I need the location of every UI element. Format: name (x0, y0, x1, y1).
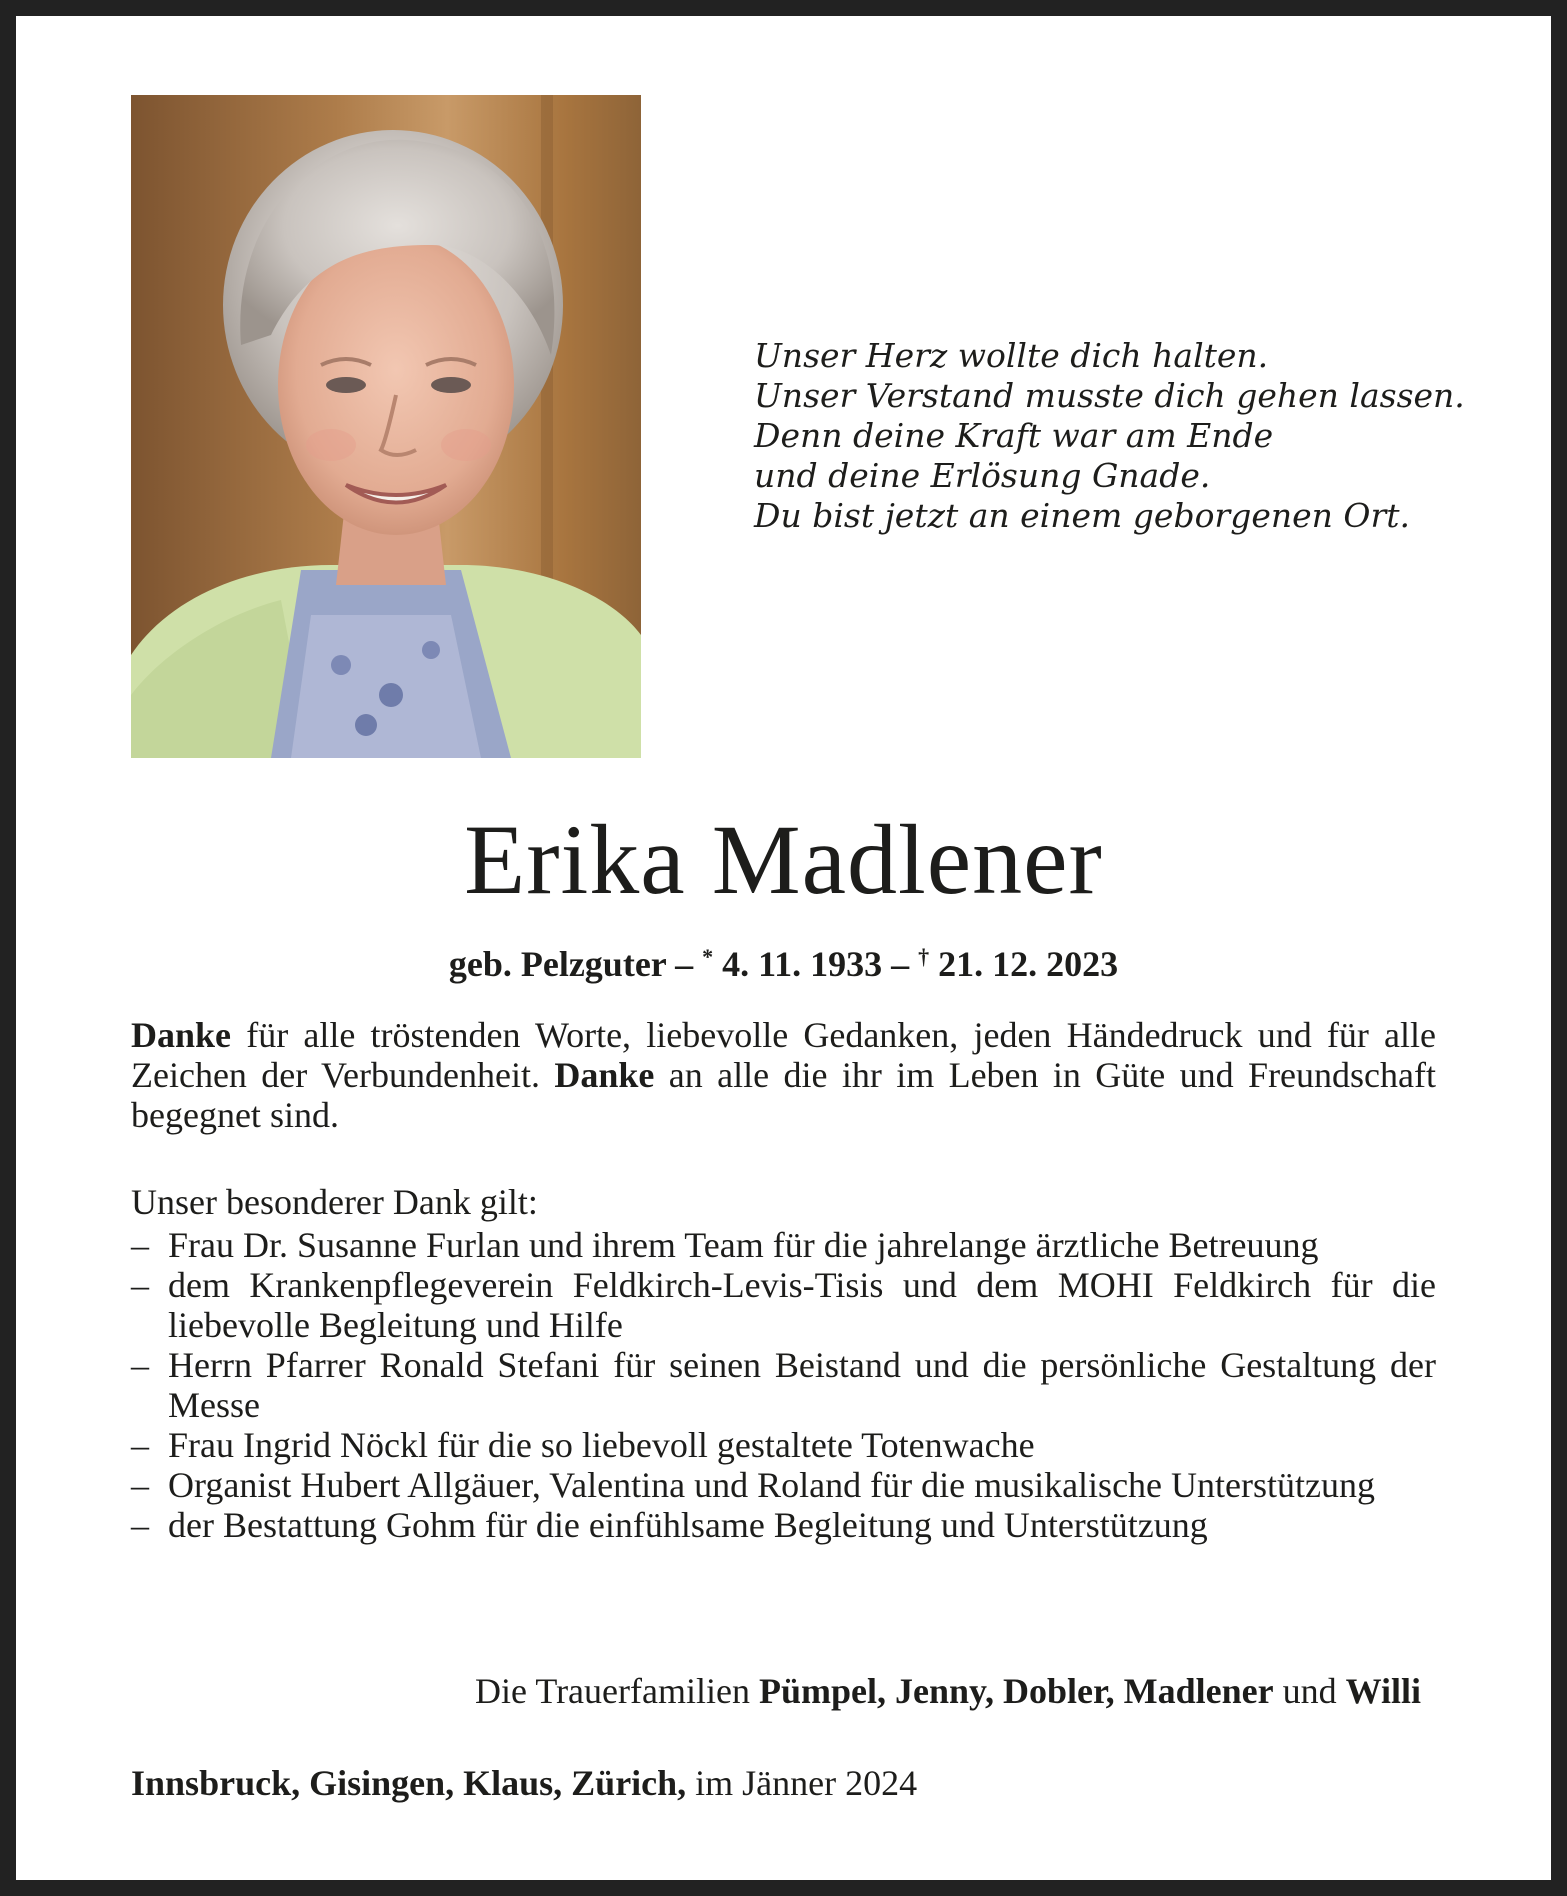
families-und: und (1273, 1671, 1346, 1711)
poem-line: Denn deine Kraft war am Ende (754, 416, 1274, 455)
places: Innsbruck, Gisingen, Klaus, Zürich, (131, 1763, 687, 1803)
families-prefix: Die Trauerfamilien (475, 1671, 759, 1711)
obituary-card (16, 16, 1551, 1880)
thanks-text: an alle die ihr im Leben in Güte und Freundschaft begegnet sind. (131, 1055, 1436, 1135)
list-item: – dem Krankenpflegeverein Feldkirch-Levis-Tisis und dem MOHI Feldkirch für die liebevolle Begleitung und Hilfe (131, 1265, 1436, 1345)
place-and-date (131, 1763, 917, 1803)
life-dates (16, 936, 1551, 985)
thanks-text: für alle tröstenden Worte, liebevolle Gedanken, jeden Händedruck und für alle Zeichen der Verbundenheit. (131, 1015, 1436, 1095)
date: im Jänner 2024 (686, 1763, 918, 1803)
birth-symbol: * (702, 944, 714, 969)
mourning-families (475, 1671, 1421, 1711)
list-item: – Organist Hubert Allgäuer, Valentina und Roland für die musikalische Unterstützung (131, 1465, 1436, 1505)
special-thanks-list (131, 1225, 1436, 1545)
portrait-illustration (131, 95, 641, 758)
poem (754, 336, 1465, 536)
death-symbol: † (918, 944, 930, 969)
portrait-photo (131, 95, 641, 758)
list-item: – Frau Ingrid Nöckl für die so liebevoll gestaltete Totenwache (131, 1425, 1436, 1465)
list-item: – Frau Dr. Susanne Furlan und ihrem Team für die jahrelange ärztliche Betreuung (131, 1225, 1436, 1265)
list-item: – Herrn Pfarrer Ronald Stefani für seinen Beistand und die persönliche Gestaltung der Messe (131, 1345, 1436, 1425)
thanks-paragraph (131, 1015, 1436, 1135)
death-date: 21. 12. 2023 (938, 944, 1119, 984)
family-names: Pümpel, Jenny, Dobler, Madlener (758, 1671, 1274, 1711)
maiden-name: geb. Pelzguter – (448, 944, 694, 984)
list-item: – der Bestattung Gohm für die einfühlsame Begleitung und Unterstützung (131, 1505, 1436, 1545)
poem-line: und deine Erlösung Gnade. (754, 456, 1211, 495)
birth-date: 4. 11. 1933 – (722, 944, 910, 984)
poem-line: Unser Herz wollte dich halten. (754, 336, 1269, 375)
special-thanks-title: Unser besonderer Dank gilt: (131, 1182, 538, 1222)
deceased-name: Erika Madlener (464, 804, 1103, 915)
danke-emphasis: Danke (131, 1015, 232, 1055)
family-last-name: Willi (1345, 1671, 1421, 1711)
poem-line: Du bist jetzt an einem geborgenen Ort. (754, 496, 1410, 535)
poem-line: Unser Verstand musste dich gehen lassen. (754, 376, 1465, 415)
danke-emphasis: Danke (554, 1055, 655, 1095)
